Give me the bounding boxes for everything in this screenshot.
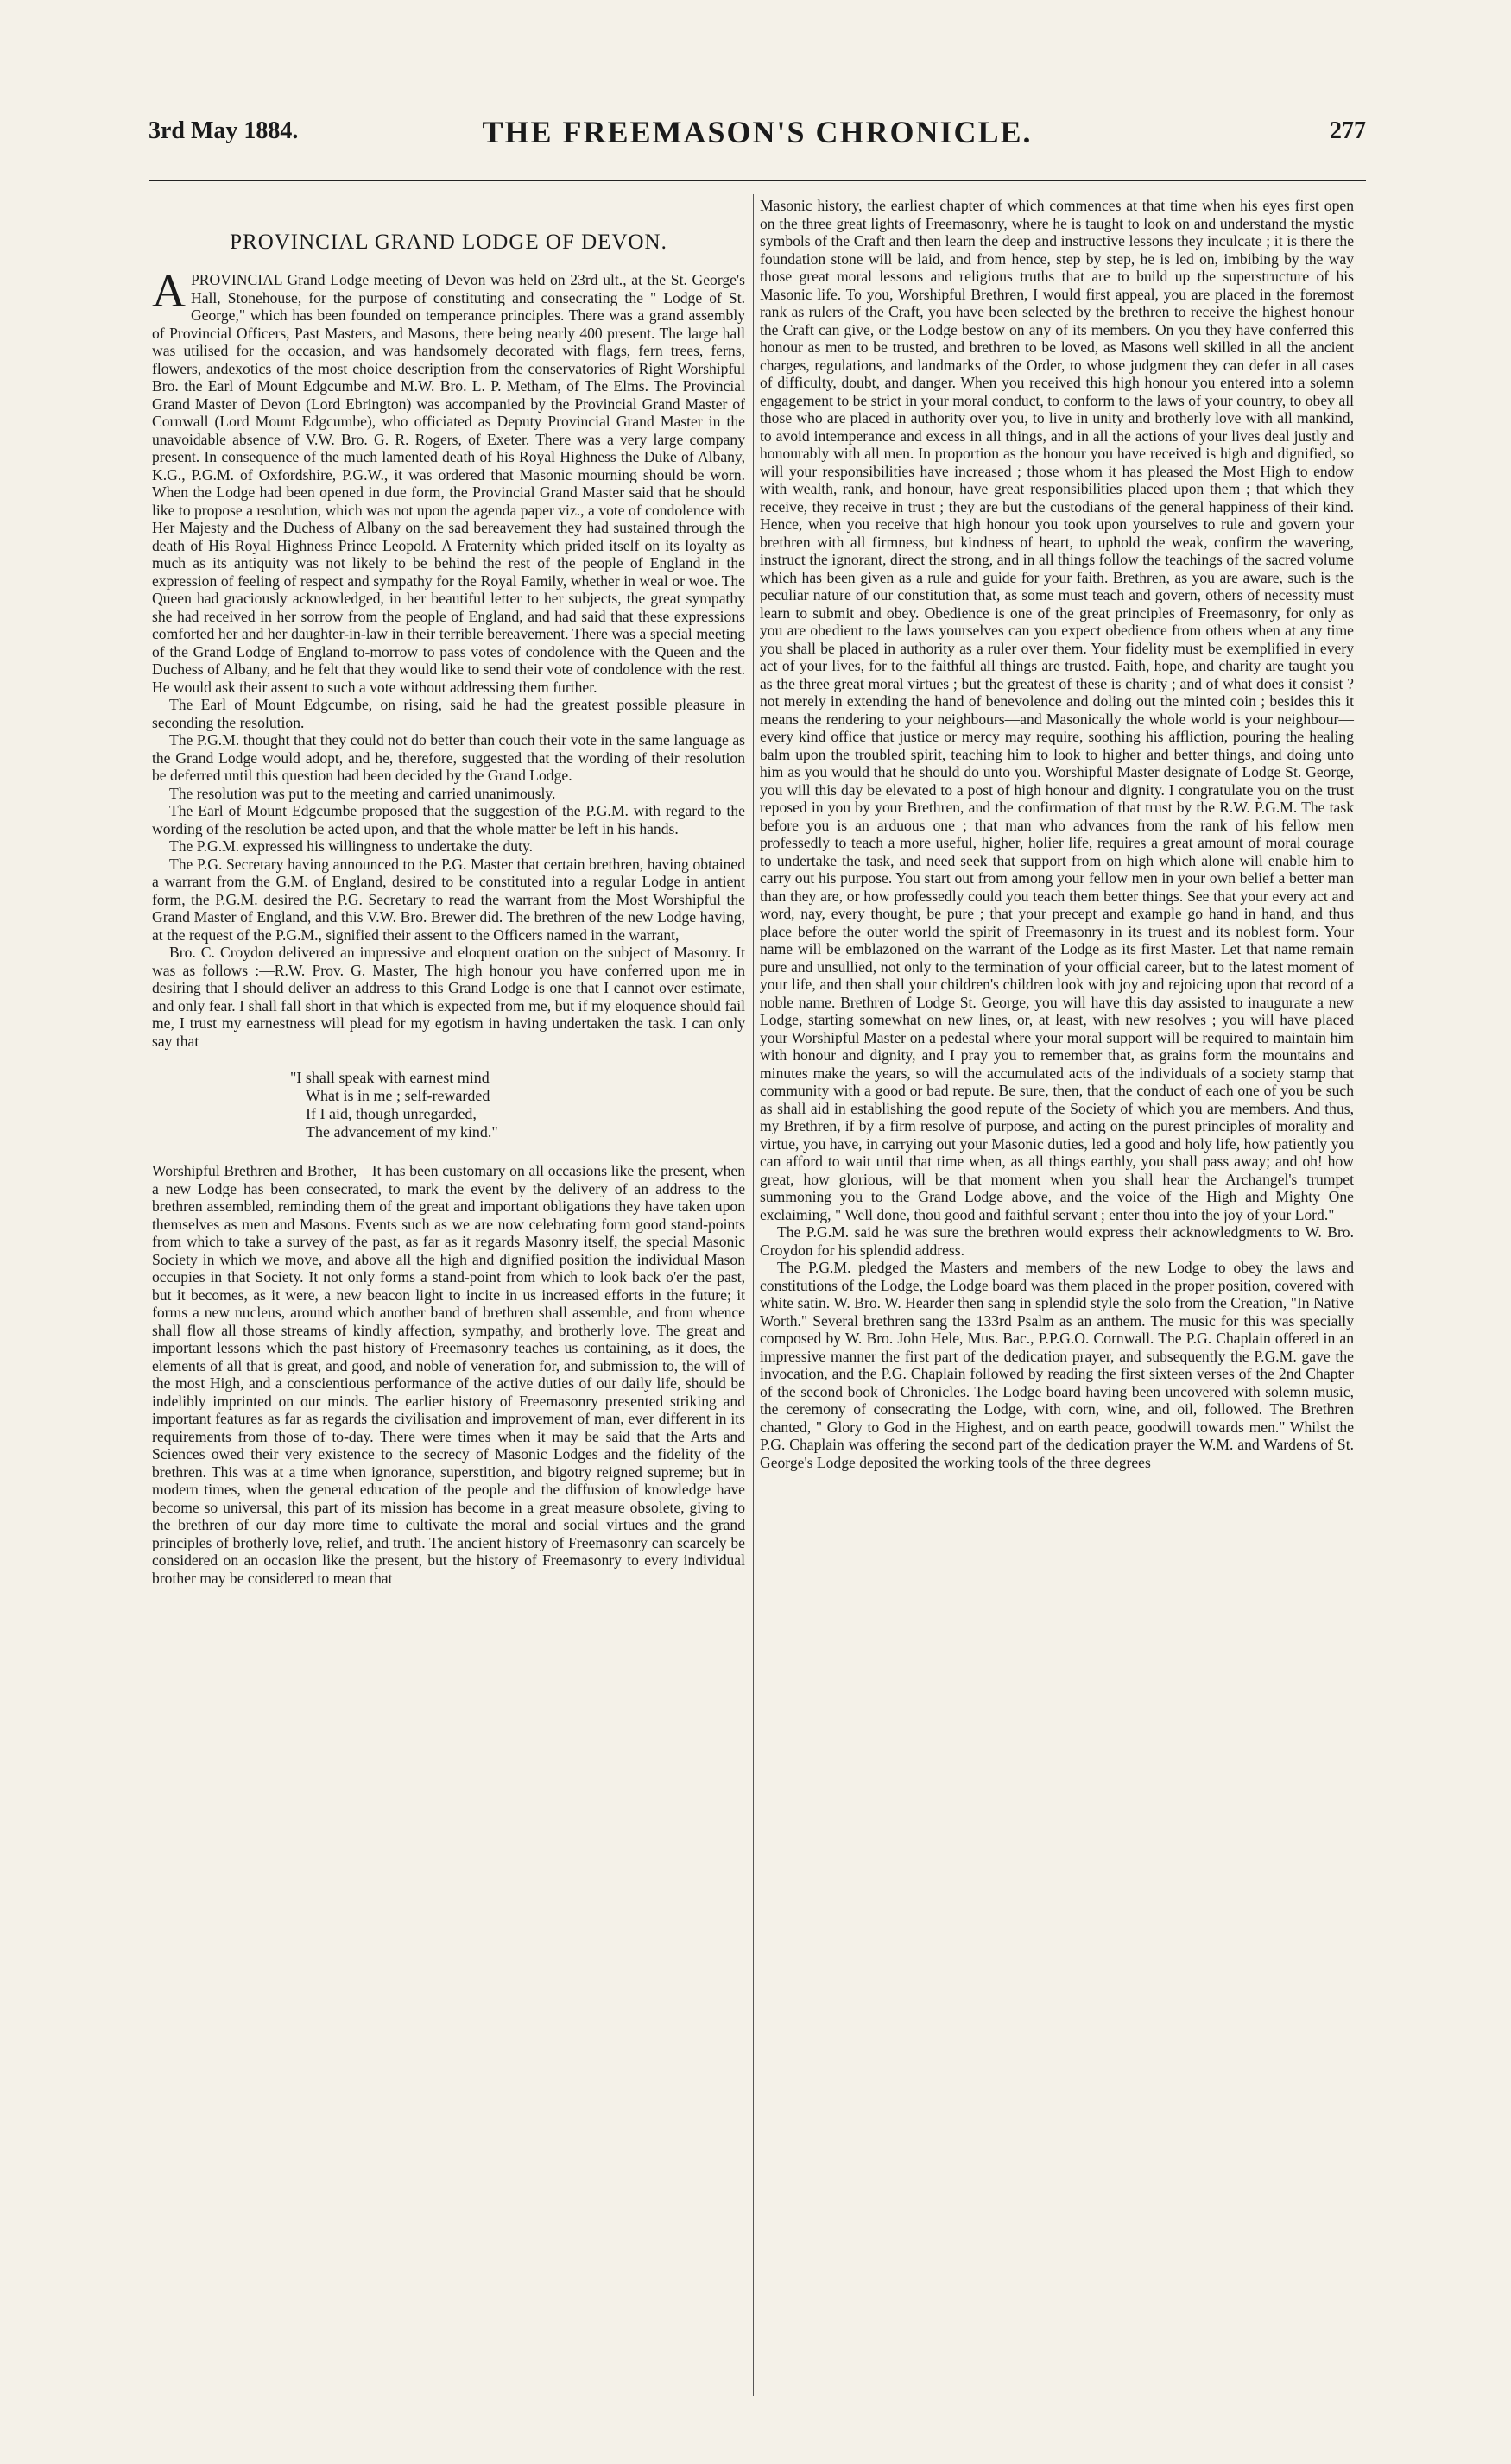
- article-paragraph: Masonic history, the earliest chapter of which commences at that time when his eyes first open on the three great lights of Freemasonry, where he is taught to look on and understand the mystic symbols of the Craft and then learn the deep and instructive lessons they inculcate ; it is there the foundation stone will be laid, and from hence, step by step, he is led on, imbibing by the way those great moral lessons and religious truths that are to build up the superstructure of his Masonic life. To you, Worshipful Brethren, I would first appeal, you are placed in the foremost rank as rulers of the Craft, you have been selected by the brethren to receive the highest honour the Craft can give, or the Lodge bestow on any of its members. On you they have conferred this honour as men to be trusted, and brethren to be loved, as Masons well skilled in all the ancient charges, regulations, and landmarks of the Order, to whose judgment they can defer in all cases of difficulty, doubt, and danger. When you received this high honour you entered into a solemn engagement to be strict in your moral conduct, to conform to the laws of your country, to obey all those who are placed in authority over you, to live in unity and brotherly love with all mankind, to avoid intemperance and excess in all things, and in all the actions of your lives deal justly and honourably with all men. In proportion as the honour you have received is high and dignified, so will your responsibilities have increased ; those whom it has pleased the Most High to endow with wealth, rank, and honour, have great responsibilities placed upon them ; that which they receive, they receive in trust ; they are but the custodians of the general happiness of their kind. Hence, when you receive that high honour you took upon yourselves to rule and govern your brethren with all firmness, but kindness of heart, to uphold the weak, confirm the wavering, instruct the ignorant, direct the strong, and in all things follow the teachings of the sacred volume which has been given as a rule and guide for your faith. Brethren, as you are aware, such is the peculiar nature of our constitution that, as some must teach and govern, others of necessity must learn to submit and obey. Obedience is one of the great principles of Freemasonry, for only as you are obedient to the laws yourselves can you expect obedience from others when at any time you shall be placed in authority as a ruler over them. Your fidelity must be exemplified in every act of your lives, for to the faithful all things are trusted. Faith, hope, and charity are taught you as the three great moral virtues ; but the greatest of these is charity ; and of what does it consist ? not merely in extending the hand of benevolence and doling out the minted coin ; besides this it means the rendering to your neighbours—and Masonically the whole world is your neighbour—every kind office that justice or mercy may require, soothing his affliction, pouring the healing balm upon the troubled spirit, teaching him to look to higher and better things, and doing unto him as you would that he should do unto you. Worshipful Master designate of Lodge St. George, you will this day be elevated to a post of high honour and dignity. I congratulate you on the trust reposed in you by your Brethren, and the confirmation of that trust by the R.W. P.G.M. The task before you is an arduous one ; that man who advances from the rank of his fellow men professedly to teach a more useful, higher, holier life, requires a great amount of moral courage to undertake the task, and need seek that support from on high which alone will enable him to carry out his purpose. You start out from among your fellow men in your own belief a better man than they are, or how professedly could you teach them better things. See that your every act and word, nay, every thought, be pure ; that your precept and example go hand in hand, and thus place before the outer world the spirit of Freemasonry in its truest and its noblest form. Your name will be emblazoned on the warrant of the Lodge as its first Master. Let that name remain pure and unsullied, not only to the termination of your official career, but to the latest moment of your life, and then shall your children's children look with joy and rejoicing upon that record of a noble name. Brethren of Lodge St. George, you will have this day assisted to inaugurate a new Lodge, starting somewhat on new lines, or, at least, with new resolves ; you will have placed your Worshipful Master on a pedestal where your moral support will be required to maintain him with honour and dignity, and I pray you to remember that, as grains form the mountains and minutes make the years, so will the accumulated acts of the individuals of a society stamp that community with a good or bad repute. Be sure, then, that the conduct of each one of you be such as shall aid in establishing the good repute of the Society of which you are members. And thus, my Brethren, if by a firm resolve of purpose, and acting on the purest principles of morality and virtue, you have, in carrying out your Masonic duties, led a good and holy life, how patiently you can afford to wait until that time when, as all things earthly, you shall pass away; and oh! how great, how glorious, will be that moment when you shall hear the Archangel's trumpet summoning you to the Grand Lodge above, and the voice of the High and Mighty One exclaiming, " Well done, thou good and faithful servant ; enter thou into the joy of your Lord.": [760, 197, 1354, 1223]
- article-paragraph: Bro. C. Croydon delivered an impressive and eloquent oration on the subject of Masonry. It was as follows :—R.W. Prov. G. Master, The high honour you have conferred upon me in desiring that I should deliver an address to this Grand Lodge is one that I cannot over estimate, and only fear. I shall fall short in that which is expected from me, but if my eloquence should fail me, I trust my earnestness will plead for my egotism in having undertaken the task. I can only say that: [152, 944, 745, 1050]
- article-paragraph: The P.G.M. expressed his willingness to undertake the duty.: [169, 837, 534, 855]
- verse-line: "I shall speak with earnest mind: [290, 1069, 490, 1086]
- column-divider: [753, 194, 754, 2396]
- verse-line: What is in me ; self-rewarded: [306, 1087, 490, 1104]
- dropcap-letter: A: [152, 265, 186, 317]
- article-paragraph: The Earl of Mount Edgcumbe proposed that the suggestion of the P.G.M. with regard to the wording of the resolution be acted upon, and that the whole matter be left in his hands.: [152, 802, 745, 837]
- article-paragraph: The Earl of Mount Edgcumbe, on rising, said he had the greatest possible pleasure in seconding the resolution.: [152, 696, 745, 731]
- lead-paragraph-text: PROVINCIAL Grand Lodge meeting of Devon was held on 23rd ult., at the St. George's Hall, Stonehouse, for the purpose of constituting and consecrating the " Lodge of St. George," which has been founded on temperance principles. There was a grand assembly of Provincial Officers, Past Masters, and Masons, there being nearly 400 present. The large hall was utilised for the occasion, and was handsomely decorated with flags, fern trees, ferns, flowers, andexotics of the most choice description from the conservatories of Right Worshipful Bro. the Earl of Mount Edgcumbe and M.W. Bro. L. P. Metham, of The Elms. The Provincial Grand Master of Devon (Lord Ebrington) was accompanied by the Provincial Grand Master of Cornwall (Lord Mount Edgcumbe), who officiated as Deputy Provincial Grand Master in the unavoidable absence of V.W. Bro. G. R. Rogers, of Exeter. There was a very large company present. In consequence of the much lamented death of his Royal Highness the Duke of Albany, K.G., P.G.M. of Oxfordshire, P.G.W., it was ordered that Masonic mourning should be worn. When the Lodge had been opened in due form, the Provincial Grand Master said that he should like to propose a resolution, which was not upon the agenda paper viz., a vote of condolence with Her Majesty and the Duchess of Albany on the sad bereavement they had sustained through the death of His Royal Highness Prince Leopold. A Fraternity which prided itself on its loyalty as much as its antiquity was not likely to be behind the rest of the people of England in the expression of feeling of respect and sympathy for the Royal Family, whether in weal or woe. The Queen had graciously acknowledged, in her beautiful letter to her subjects, the great sympathy she had received in her sorrow from the people of England, and had said that these expressions comforted her and her daughter-in-law in their terrible bereavement. There was a special meeting of the Grand Lodge of England to-morrow to pass votes of condolence with the Queen and the Duchess of Albany, and he felt that they would like to send their vote of condolence with the rest. He would ask their assent to such a vote without addressing them further.: [152, 271, 745, 696]
- article-paragraph: The resolution was put to the meeting and carried unanimously.: [169, 784, 556, 802]
- left-column: [152, 197, 745, 1587]
- article-paragraph: The P.G.M. pledged the Masters and members of the new Lodge to obey the laws and constitutions of the Lodge, the Lodge board was them placed in the proper position, covered with white satin. W. Bro. W. Hearder then sang in splendid style the solo from the Creation, "In Native Worth." Several brethren sang the 133rd Psalm as an anthem. The music for this was specially composed by W. Bro. John Hele, Mus. Bac., P.P.G.O. Cornwall. The P.G. Chaplain offered in an impressive manner the first part of the dedication prayer, and subsequently the P.G.M. gave the invocation, and the P.G. Chaplain followed by reading the first sixteen verses of the 2nd Chapter of the second book of Chronicles. The Lodge board having been uncovered with solemn music, the ceremony of consecrating the Lodge, with corn, wine, and oil, followed. The Brethren chanted, " Glory to God in the Highest, and on earth peace, goodwill towards men." Whilst the P.G. Chaplain was offering the second part of the dedication prayer the W.M. and Wardens of St. George's Lodge deposited the working tools of the three degrees: [760, 1259, 1354, 1471]
- header-title: THE FREEMASON'S CHRONICLE.: [482, 115, 1033, 149]
- verse-line: The advancement of my kind.": [306, 1123, 498, 1140]
- quoted-verse: [290, 1069, 745, 1141]
- article-paragraph: The P.G.M. said he was sure the brethren would express their acknowledgments to W. Bro. Croydon for his splendid address.: [760, 1223, 1354, 1259]
- article-title: PROVINCIAL GRAND LODGE OF DEVON.: [230, 231, 667, 254]
- right-column: [760, 197, 1354, 1471]
- verse-line: If I aid, though unregarded,: [306, 1105, 477, 1122]
- article-paragraph: The P.G. Secretary having announced to the P.G. Master that certain brethren, having obtained a warrant from the G.M. of England, desired to be constituted into a regular Lodge in antient form, the P.G.M. desired the P.G. Secretary to read the warrant from the Most Worshipful the Grand Master of England, and this V.W. Bro. Brewer did. The brethren of the new Lodge having, at the request of the P.G.M., signified their assent to the Officers named in the warrant,: [152, 855, 745, 944]
- header-page-number: 277: [1330, 117, 1366, 144]
- header-rule: [149, 180, 1366, 181]
- page-header: [149, 114, 1366, 157]
- article-paragraph: Worshipful Brethren and Brother,—It has been customary on all occasions like the present, when a new Lodge has been consecrated, to mark the event by the delivery of an address to the brethren assembled, reminding them of the great and important obligations they have taken upon themselves as men and Masons. Events such as we are now celebrating form good stand-points from which to take a survey of the past, as far as it regards Masonry itself, the special Masonic Society in which we move, and above all the high and dignified position the individual Mason occupies in that Society. It not only forms a stand-point from which to look back o'er the past, but it becomes, as it were, a new beacon light to incite in us increased efforts in the future; it forms a new nucleus, around which another band of brethren shall assemble, and from whence shall flow all those streams of kindly affection, sympathy, and brotherly love. The great and important lessons which the past history of Freemasonry teaches us containing, as it does, the elements of all that is great, and good, and noble of veneration for, and submission to, the will of the most High, and a conscientious performance of the active duties of our daily life, should be indelibly imprinted on our minds. The earlier history of Freemasonry presented striking and important features as far as regards the civilisation and improvement of man, ever different in its requirements from those of to-day. There were times when it may be said that the Arts and Sciences owed their very existence to the secrecy of Masonic Lodges and the fidelity of the brethren. This was at a time when ignorance, superstition, and bigotry reigned supreme; but in modern times, when the general education of the people and the diffusion of knowledge have become so universal, this part of its mission has become in a great measure obsolete, giving to the brethren of our day more time to cultivate the moral and social virtues and the grand principles of brotherly love, relief, and truth. The ancient history of Freemasonry can scarcely be considered on an occasion like the present, but the history of Freemasonry to every individual brother may be considered to mean that: [152, 1162, 745, 1587]
- header-date: 3rd May 1884.: [149, 117, 299, 144]
- article-paragraph-lead: [152, 265, 745, 696]
- article-paragraph: The P.G.M. thought that they could not do better than couch their vote in the same language as the Grand Lodge would adopt, and he, therefore, suggested that the wording of their resolution be deferred until this question had been decided by the Grand Lodge.: [152, 731, 745, 784]
